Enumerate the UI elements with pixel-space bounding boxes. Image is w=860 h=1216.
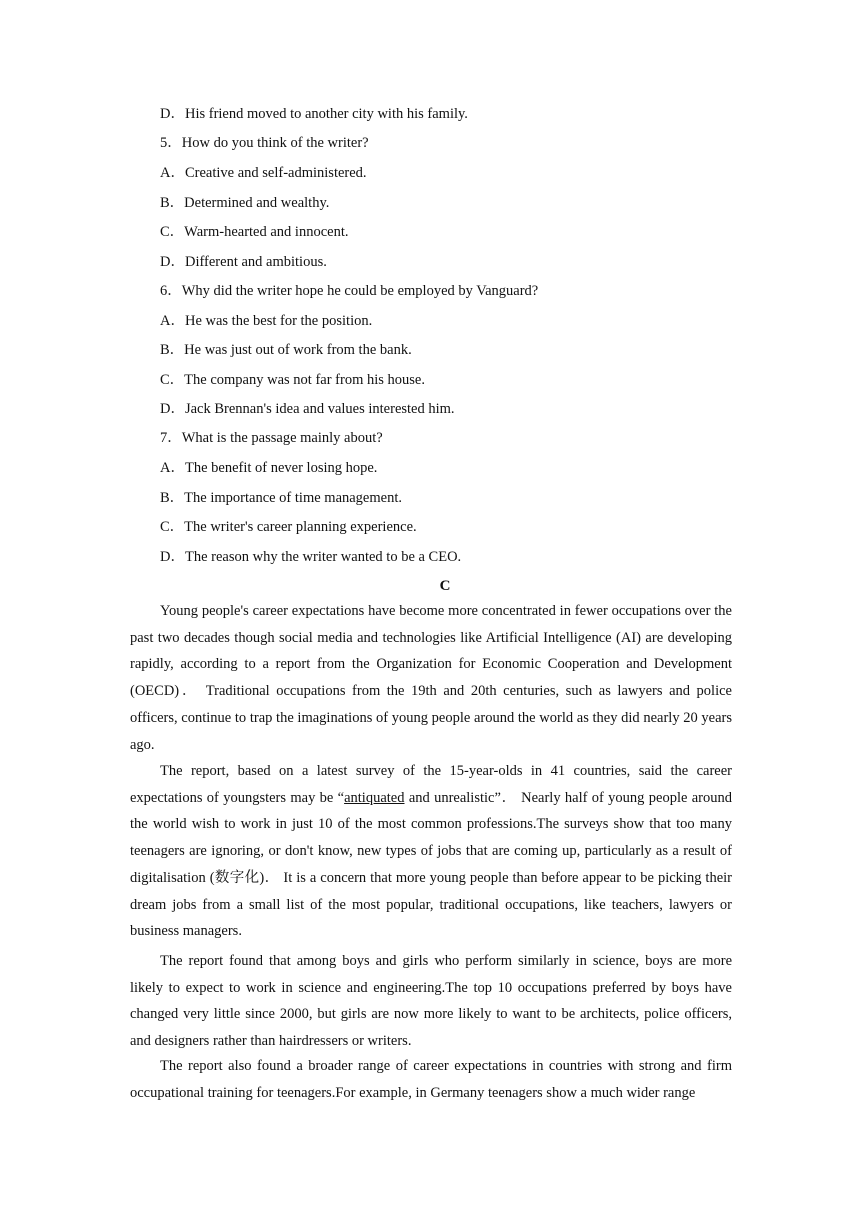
question-5: 5．How do you think of the writer? bbox=[160, 135, 369, 151]
option-c-q7: C．The writer's career planning experience. bbox=[160, 519, 417, 535]
question-6: 6．Why did the writer hope he could be employed by Vanguard? bbox=[160, 283, 539, 299]
option-b-q5: B．Determined and wealthy. bbox=[160, 195, 330, 211]
option-a-q7: A．The benefit of never losing hope. bbox=[160, 460, 378, 476]
option-b-q6: B．He was just out of work from the bank. bbox=[160, 342, 412, 358]
paragraph-2-text-end: and unrealistic”． Nearly half of young people around the world wish to work in just 10 of the most common professions.The surveys show that too many teenagers are ignoring, or don't know, new types of jobs that are coming up, particularly as a result of digitalisation (数字化)． It is a concern that more young people than before appear to be picking their dream jobs from a small list of the most popular, traditional occupations, like teachers, lawyers or business managers. bbox=[130, 789, 732, 940]
paragraph-3: The report found that among boys and girls who perform similarly in science, boys are more likely to expect to work in science and engineering.The top 10 occupations preferred by boys have changed very little since 2000, but girls are now more likely to want to be architects, police officers, and designers rather than hairdressers or writers. bbox=[130, 953, 732, 1050]
option-a-q5: A．Creative and self-administered. bbox=[160, 165, 367, 181]
question-7: 7．What is the passage mainly about? bbox=[160, 430, 383, 446]
option-d-q5: D．Different and ambitious. bbox=[160, 254, 327, 270]
option-d-q6: D．Jack Brennan's idea and values interested him. bbox=[160, 401, 455, 417]
option-d-q7: D．The reason why the writer wanted to be a CEO. bbox=[160, 549, 462, 565]
option-b-q7: B．The importance of time management. bbox=[160, 490, 402, 506]
underlined-word: antiquated bbox=[344, 789, 405, 806]
option-a-q6: A．He was the best for the position. bbox=[160, 313, 373, 329]
section-heading: C bbox=[439, 578, 451, 594]
option-c-q6: C．The company was not far from his house. bbox=[160, 372, 425, 388]
paragraph-2 bbox=[130, 758, 732, 945]
paragraph-1: Young people's career expectations have become more concentrated in fewer occupations over the past two decades though social media and technologies like Artificial Intelligence (AI) are developing rapidly, according to a report from the Organization for Economic Cooperation and Development (OECD)． Traditional occupations from the 19th and 20th centuries, such as lawyers and police officers, continue to trap the imaginations of young people around the world as they did nearly 20 years ago. bbox=[130, 603, 732, 753]
option-d-q4: D．His friend moved to another city with his family. bbox=[160, 106, 468, 122]
paragraph-4: The report also found a broader range of career expectations in countries with strong and firm occupational training for teenagers.For example, in Germany teenagers show a much wider range bbox=[130, 1058, 732, 1101]
option-c-q5: C．Warm-hearted and innocent. bbox=[160, 224, 349, 240]
paragraph-2-text-start: The report, based on a latest survey of the 15-year-olds in 41 countries, said the career expectations of youngsters may be “ bbox=[130, 763, 732, 806]
